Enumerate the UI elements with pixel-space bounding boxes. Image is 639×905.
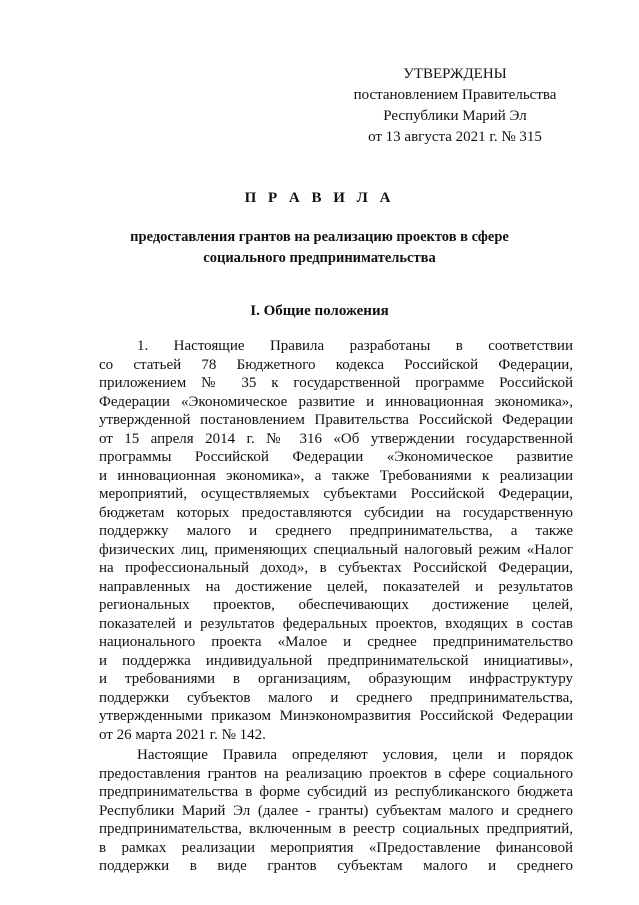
text-line: Федерации «Экономическое развитие и инновационная экономика», bbox=[99, 393, 573, 410]
text-line: направленных на достижение целей, показателей и результатов bbox=[99, 578, 573, 595]
paragraph-2 bbox=[99, 746, 573, 876]
subtitle-line: социального предпринимательства bbox=[203, 250, 436, 266]
approval-stamp bbox=[340, 64, 570, 148]
text-line: от 15 апреля 2014 г. № 316 «Об утверждении государственной bbox=[99, 430, 573, 447]
text-line: от 26 марта 2021 г. № 142. bbox=[99, 726, 266, 743]
text-line: и требованиями в организациям, образующим инфраструктуру bbox=[99, 671, 573, 687]
text-line: утвержденной постановлением Правительства Российской Федерации bbox=[99, 412, 573, 428]
document-subtitle bbox=[0, 227, 639, 269]
section-heading: I. Общие положения bbox=[250, 303, 389, 319]
text-line: поддержку малого и среднего предпринимательства, а также bbox=[99, 523, 573, 539]
text-line: в рамках реализации мероприятия «Предоставление финансовой bbox=[99, 839, 573, 856]
approval-line: УТВЕРЖДЕНЫ bbox=[403, 66, 507, 82]
text-line: приложением № 35 к государственной программе Российской bbox=[99, 375, 573, 391]
document-title: П Р А В И Л А bbox=[244, 190, 395, 206]
body-text bbox=[99, 337, 573, 878]
text-line: показателей и результатов федеральных проектов, входящих в состав bbox=[99, 615, 573, 632]
text-line: на профессиональный доход», в субъектах Российской Федерации, bbox=[99, 560, 573, 576]
text-line: программы Российской Федерации «Экономическое развитие bbox=[99, 449, 573, 465]
subtitle-line: предоставления грантов на реализацию проектов в сфере bbox=[130, 229, 509, 245]
text-line: Настоящие Правила определяют условия, цели и порядок bbox=[137, 747, 573, 763]
text-line: поддержки субъектов малого и среднего предпринимательства, bbox=[99, 689, 573, 706]
text-line: поддержки в виде грантов субъектам малого и среднего bbox=[99, 858, 573, 874]
approval-line: постановлением Правительства bbox=[353, 87, 557, 103]
text-line: предпринимательства, включенным в реестр социальных предприятий, bbox=[99, 821, 573, 837]
text-line: и поддержка индивидуальной предпринимательской инициативы», bbox=[99, 652, 573, 669]
text-line: Республики Марий Эл (далее - гранты) субъектам малого и среднего bbox=[99, 802, 573, 819]
text-line: физических лиц, применяющих специальный налоговый режим «Налог bbox=[99, 541, 573, 558]
paragraph-1 bbox=[99, 337, 573, 744]
text-line: 1. Настоящие Правила разработаны в соответствии bbox=[137, 338, 573, 354]
text-line: национального проекта «Малое и среднее предпринимательство bbox=[99, 634, 573, 650]
text-line: со статьей 78 Бюджетного кодекса Российской Федерации, bbox=[99, 356, 573, 373]
text-line: региональных проектов, обеспечивающих достижение целей, bbox=[99, 597, 573, 613]
text-line: мероприятий, осуществляемых субъектами Российской Федерации, bbox=[99, 486, 573, 502]
approval-line: от 13 августа 2021 г. № 315 bbox=[368, 129, 542, 145]
text-line: бюджетам которых предоставляются субсидии на государственную bbox=[99, 504, 573, 521]
approval-line: Республики Марий Эл bbox=[383, 108, 527, 124]
text-line: предоставления грантов на реализацию проектов в сфере социального bbox=[99, 765, 573, 782]
text-line: и инновационная экономика», а также Требованиями к реализации bbox=[99, 467, 573, 484]
text-line: утвержденными приказом Минэкономразвития Российской Федерации bbox=[99, 708, 573, 724]
text-line: предпринимательства в форме субсидий из республиканского бюджета bbox=[99, 784, 573, 800]
